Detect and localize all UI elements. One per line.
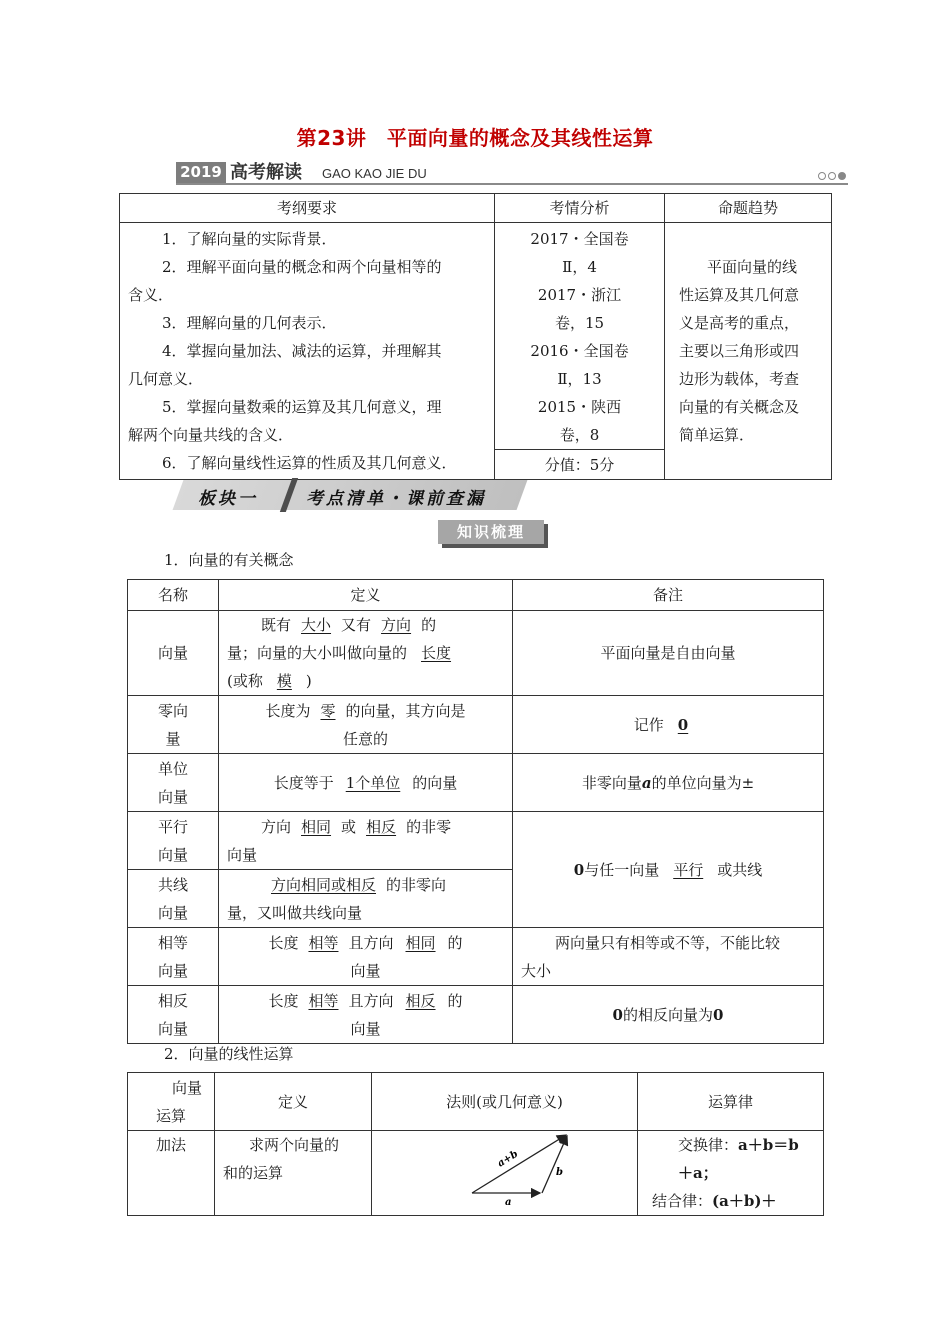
requirements-cell xyxy=(120,223,495,480)
row-name: 平行 向量 xyxy=(128,812,219,870)
trend-line: 平面向量的线 xyxy=(707,258,798,276)
analysis-line: 2016・全国卷 xyxy=(530,342,629,360)
row-definition: 方向 相同 或 相反 的非零 向量 xyxy=(219,812,513,870)
op-law: 交换律：a＋b＝b ＋a； 结合律：(a＋b)＋ xyxy=(638,1131,824,1216)
trend-line: 主要以三角形或四 xyxy=(679,342,800,360)
operations-heading: 2．向量的线性运算 xyxy=(164,1045,294,1063)
row-definition: 长度为 零 的向量，其方向是 任意的 xyxy=(219,696,513,754)
requirement-line: 6．了解向量线性运算的性质及其几何意义． xyxy=(162,454,457,472)
requirement-line: 4．掌握向量加法、减法的运算，并理解其 xyxy=(162,342,442,360)
row-name: 零向 量 xyxy=(128,696,219,754)
row-name: 共线 向量 xyxy=(128,870,219,928)
ops-header-law: 运算律 xyxy=(638,1073,824,1131)
analysis-line: 卷，15 xyxy=(554,314,605,332)
row-name: 向量 xyxy=(128,611,219,696)
table-row xyxy=(128,696,824,754)
row-name: 相等 向量 xyxy=(128,928,219,986)
trend-line: 简单运算． xyxy=(679,426,755,444)
exam-header-requirements: 考纲要求 xyxy=(120,194,495,223)
row-name: 相反 向量 xyxy=(128,986,219,1044)
analysis-line: Ⅱ，4 xyxy=(562,258,597,276)
op-definition: 求两个向量的 和的运算 xyxy=(215,1131,372,1216)
section-banner xyxy=(178,480,522,510)
banner-pinyin: GAO KAO JIE DU xyxy=(322,166,427,181)
knowledge-tag: 知识梳理 xyxy=(438,520,544,544)
trend-line: 向量的有关概念及 xyxy=(679,398,800,416)
vector-sum-arrow xyxy=(472,1135,566,1193)
concepts-heading: 1．向量的有关概念 xyxy=(164,551,294,569)
row-definition: 长度 相等 且方向 相同 的 向量 xyxy=(219,928,513,986)
section-name: 考点清单・课前查漏 xyxy=(306,489,486,509)
requirement-line: 2．理解平面向量的概念和两个向量相等的 xyxy=(162,258,442,276)
banner-year: 2019 xyxy=(176,162,226,183)
vector-a-label: a xyxy=(505,1197,512,1208)
analysis-line: 2017・全国卷 xyxy=(530,230,629,248)
table-row xyxy=(128,986,824,1044)
trend-cell xyxy=(665,223,832,480)
concepts-header-name: 名称 xyxy=(128,580,219,611)
trend-line: 义是高考的重点， xyxy=(679,314,800,332)
operations-table xyxy=(127,1072,824,1216)
requirement-line: 解两个向量共线的含义． xyxy=(128,426,294,444)
row-definition: 方向相同或相反 的非零向 量，又叫做共线向量 xyxy=(219,870,513,928)
vector-b-arrow xyxy=(542,1136,567,1193)
vector-addition-diagram xyxy=(372,1133,638,1213)
section-part: 板块一 xyxy=(198,489,258,509)
trend-line: 边形为载体，考查 xyxy=(679,370,800,388)
exam-header-trend: 命题趋势 xyxy=(665,194,832,223)
table-row xyxy=(128,754,824,812)
concepts-header-note: 备注 xyxy=(513,580,824,611)
analysis-line: 2015・陕西 xyxy=(537,398,622,416)
ops-header-op: 向量 运算 xyxy=(128,1073,215,1131)
banner-rule xyxy=(176,183,848,185)
row-note: 0的相反向量为0 xyxy=(513,986,824,1044)
requirement-line: 5．掌握向量数乘的运算及其几何意义，理 xyxy=(162,398,442,416)
banner-label: 高考解读 xyxy=(230,162,302,183)
page-title: 第23讲 平面向量的概念及其线性运算 xyxy=(296,126,654,150)
row-definition: 长度等于 1个单位 的向量 xyxy=(219,754,513,812)
table-row xyxy=(128,812,824,870)
exam-header-analysis: 考情分析 xyxy=(495,194,665,223)
row-note: 0与任一向量 平行 或共线 xyxy=(513,812,824,928)
requirement-line: 含义． xyxy=(128,286,174,304)
vector-b-label: b xyxy=(556,1167,563,1178)
table-row xyxy=(128,611,824,696)
vector-sum-label: a+b xyxy=(495,1148,521,1170)
ops-header-definition: 定义 xyxy=(215,1073,372,1131)
row-note: 平面向量是自由向量 xyxy=(513,611,824,696)
row-definition: 既有 大小 又有 方向 的 量；向量的大小叫做向量的 长度 (或称 模 ) xyxy=(219,611,513,696)
concepts-table xyxy=(127,579,824,1044)
analysis-cell xyxy=(495,223,665,450)
row-note: 两向量只有相等或不等，不能比较 大小 xyxy=(513,928,824,986)
exam-table xyxy=(119,193,832,480)
concepts-header-definition: 定义 xyxy=(219,580,513,611)
table-row xyxy=(128,928,824,986)
row-note: 记作 0 xyxy=(513,696,824,754)
analysis-line: 卷，8 xyxy=(559,426,600,444)
analysis-line: 2017・浙江 xyxy=(537,286,622,304)
requirement-line: 3．理解向量的几何表示． xyxy=(162,314,337,332)
score-cell: 分值：5分 xyxy=(495,450,665,480)
row-definition: 长度 相等 且方向 相反 的 向量 xyxy=(219,986,513,1044)
row-note: 非零向量a的单位向量为± xyxy=(513,754,824,812)
analysis-line: Ⅱ，13 xyxy=(557,370,602,388)
table-row xyxy=(128,1131,824,1216)
ops-header-rule: 法则(或几何意义) xyxy=(372,1073,638,1131)
banner-dots-icon xyxy=(816,166,846,184)
requirement-line: 几何意义． xyxy=(128,370,204,388)
op-name: 加法 xyxy=(128,1131,215,1216)
gaokao-banner xyxy=(176,162,848,184)
requirement-line: 1．了解向量的实际背景． xyxy=(162,230,337,248)
trend-line: 性运算及其几何意 xyxy=(679,286,800,304)
row-name: 单位 向量 xyxy=(128,754,219,812)
op-rule xyxy=(372,1131,638,1216)
